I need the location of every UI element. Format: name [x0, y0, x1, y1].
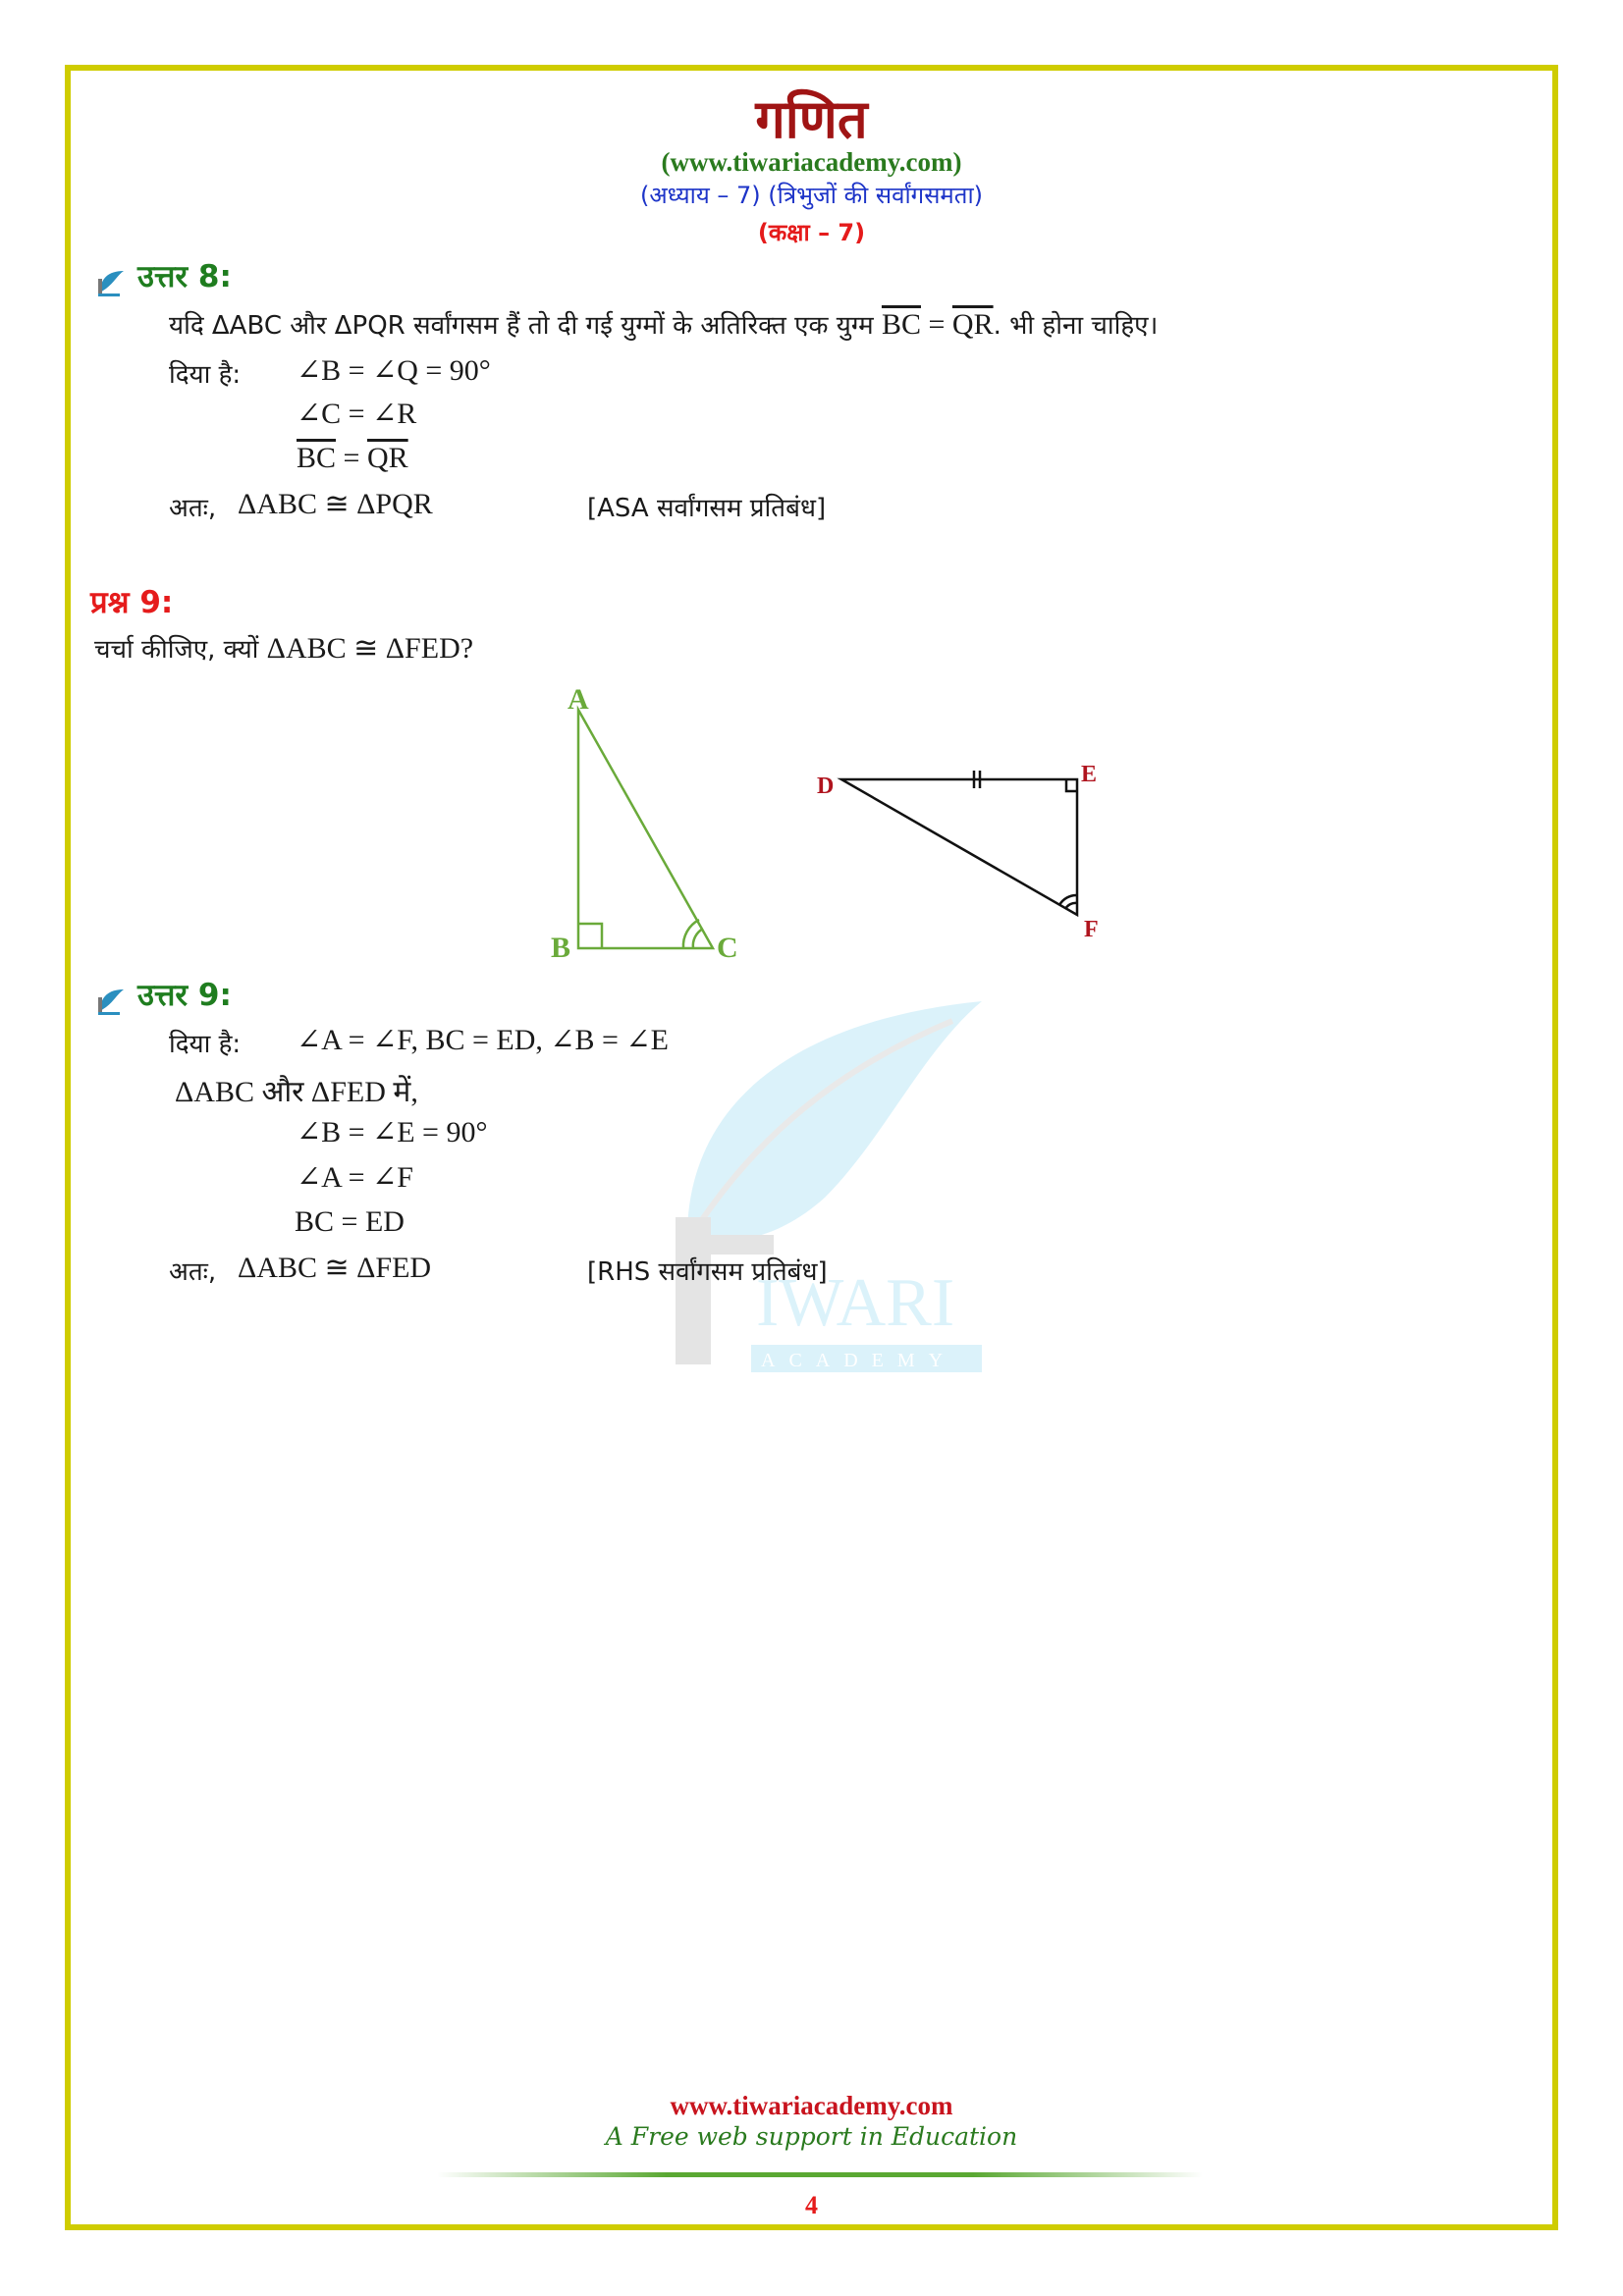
svg-text:D: D [817, 774, 835, 799]
footer-tagline: A Free web support in Education [605, 2122, 1018, 2151]
segment-qr: $\overline{QR}$ [366, 442, 408, 474]
page-number: 4 [805, 2191, 818, 2219]
question9-heading: प्रश्न 9: [90, 585, 174, 620]
svg-text:F: F [1084, 917, 1099, 942]
svg-text:B: B [551, 932, 571, 964]
equals: = [920, 308, 952, 341]
footer-website-link[interactable]: www.tiwariacademy.com [670, 2091, 953, 2120]
answer8-given-label: दिया है: [169, 360, 242, 390]
answer9-heading: उत्तर 9: [137, 978, 232, 1013]
tiwari-leaf-icon [94, 267, 126, 298]
answer9-step-1: ∠B = ∠E = 90° [297, 1116, 488, 1148]
segment-bc: $\overline{BC}$ [297, 442, 337, 474]
answer8-reason: [ASA सर्वांगसम प्रतिबंध] [587, 494, 827, 523]
triangle-abc [578, 710, 713, 948]
answer8-given-line-2: ∠C = ∠R [297, 398, 417, 430]
statement-suffix: . भी होना चाहिए। [993, 311, 1159, 341]
equals: = [336, 442, 367, 474]
header-website: (www.tiwariacademy.com) [661, 147, 962, 177]
answer9-conclusion-label: अतः, [169, 1257, 217, 1287]
svg-text:A: A [568, 683, 589, 716]
footer-divider [437, 2172, 1203, 2177]
question-math: ΔABC ≅ ΔFED? [266, 632, 474, 665]
class-label: (कक्षा – 7) [757, 219, 866, 246]
answer8-heading: उत्तर 8: [137, 259, 232, 294]
answer8-heading-row [94, 255, 232, 298]
question9-text [94, 630, 473, 666]
svg-text:ACADEMY: ACADEMY [761, 1350, 957, 1371]
answer8-given-line-3 [297, 442, 408, 475]
answer9-step-2: ∠A = ∠F [297, 1161, 413, 1194]
triangles-figure [530, 677, 1139, 972]
answer9-step-3: BC = ED [295, 1205, 405, 1238]
question-text: चर्चा कीजिए, क्यों [94, 635, 267, 665]
tiwari-academy-watermark [668, 991, 1001, 1374]
page-title: गणित [755, 88, 868, 150]
svg-text:C: C [717, 932, 738, 964]
answer9-reason: [RHS सर्वांगसम प्रतिबंध] [587, 1257, 828, 1287]
segment-qr: $\overline{QR}$ [951, 308, 994, 341]
watermark-word: IWARI [756, 1265, 955, 1341]
statement-text: यदि ΔABC और ΔPQR सर्वांगसम हैं तो दी गई युग्मों के अतिरिक्त एक युग्म [169, 311, 882, 341]
answer9-given-label: दिया है: [169, 1030, 242, 1059]
triangle-def [841, 771, 1077, 915]
tiwari-leaf-icon [94, 986, 126, 1017]
answer8-conclusion: ΔABC ≅ ΔPQR [238, 488, 433, 520]
segment-bc: $\overline{BC}$ [881, 308, 921, 341]
answer9-heading-row [94, 974, 232, 1017]
chapter-title: (अध्याय – 7) (त्रिभुजों की सर्वांगसमता) [639, 182, 984, 209]
svg-text:E: E [1081, 762, 1098, 787]
answer9-given: ∠A = ∠F, BC = ED, ∠B = ∠E [297, 1024, 669, 1056]
answer9-conclusion: ΔABC ≅ ΔFED [238, 1252, 432, 1284]
answer8-statement [169, 306, 1158, 342]
answer9-in-line: ΔABC और ΔFED में, [175, 1076, 418, 1108]
answer8-given-line-1: ∠B = ∠Q = 90° [297, 354, 491, 387]
answer8-conclusion-label: अतः, [169, 494, 217, 523]
